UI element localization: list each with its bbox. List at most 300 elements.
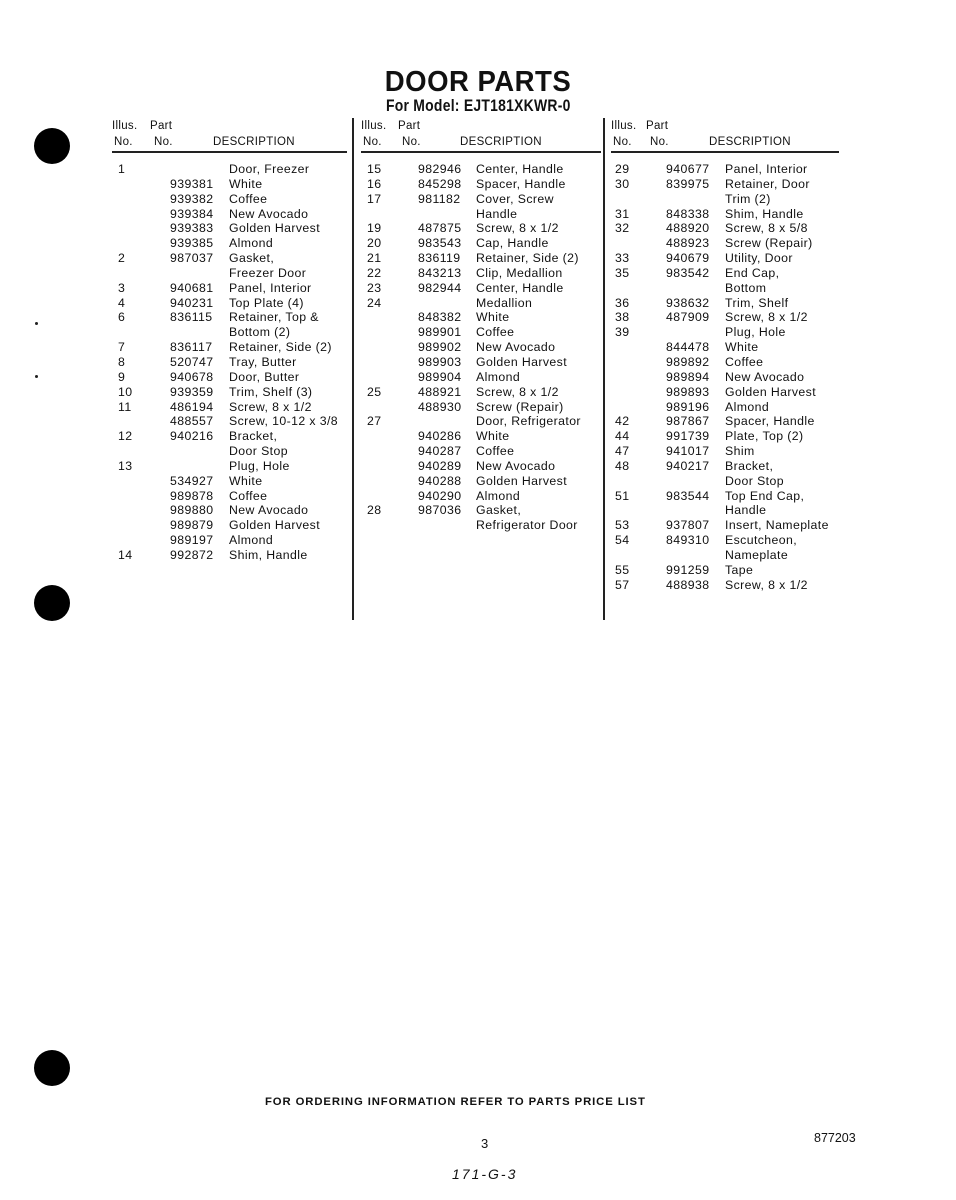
table-row — [112, 281, 347, 296]
part-description: Screw (Repair) — [476, 399, 564, 414]
part-description: Handle — [476, 206, 518, 221]
part-description: Bracket, — [229, 429, 278, 444]
header-description: DESCRIPTION — [460, 136, 542, 148]
part-description: Center, Handle — [476, 280, 564, 295]
part-description: End Cap, — [725, 265, 780, 280]
model-subtitle: For Model: EJT181XKWR-0 — [386, 96, 571, 115]
part-description: Center, Handle — [476, 162, 564, 176]
part-number: 844478 — [666, 340, 710, 355]
header-part: Part — [398, 120, 421, 132]
table-row — [112, 459, 347, 474]
part-description: New Avocado — [229, 206, 309, 221]
part-description: Door, Refrigerator — [476, 414, 581, 429]
table-row — [611, 518, 839, 533]
table-row — [112, 533, 347, 548]
table-row — [361, 251, 601, 266]
table-row — [361, 444, 601, 459]
part-description: Coffee — [725, 354, 764, 369]
part-number: 849310 — [666, 533, 710, 548]
part-number: 940289 — [418, 458, 462, 473]
illus-number: 47 — [615, 444, 630, 459]
part-number: 983543 — [418, 236, 462, 251]
table-row — [611, 236, 839, 251]
table-row — [112, 444, 347, 459]
part-number: 940288 — [418, 473, 462, 488]
table-row — [112, 221, 347, 236]
illus-number: 36 — [615, 295, 630, 310]
part-description: Panel, Interior — [229, 280, 312, 295]
table-row — [611, 444, 839, 459]
part-description: Panel, Interior — [725, 162, 808, 176]
illus-number: 39 — [615, 325, 630, 340]
part-number: 989879 — [170, 518, 214, 533]
header-rule — [112, 151, 347, 153]
document-number: 877203 — [814, 1131, 856, 1145]
part-number: 939384 — [170, 206, 214, 221]
part-description: Screw, 8 x 1/2 — [229, 399, 312, 414]
part-description: Escutcheon, — [725, 533, 798, 548]
table-row — [361, 400, 601, 415]
scan-speck — [35, 375, 38, 378]
part-description: Almond — [476, 488, 521, 503]
table-row — [361, 192, 601, 207]
part-number: 488557 — [170, 414, 214, 429]
part-number: 836119 — [418, 251, 461, 266]
table-row — [611, 459, 839, 474]
part-number: 940678 — [170, 369, 214, 384]
part-number: 940679 — [666, 251, 710, 266]
table-row — [611, 266, 839, 281]
part-number: 848382 — [418, 310, 462, 325]
illus-number: 44 — [615, 429, 630, 444]
part-description: Plug, Hole — [725, 325, 786, 340]
table-row — [361, 503, 601, 518]
part-description: Shim, Handle — [725, 206, 804, 221]
illus-number: 24 — [367, 295, 382, 310]
part-description: Retainer, Top & — [229, 310, 319, 325]
part-number: 989196 — [666, 399, 710, 414]
part-number: 940681 — [170, 280, 214, 295]
header-part-no: No. — [402, 136, 421, 148]
illus-number: 53 — [615, 518, 630, 533]
part-description: Medallion — [476, 295, 533, 310]
part-number: 982944 — [418, 280, 462, 295]
part-description: Handle — [725, 503, 767, 518]
illus-number: 35 — [615, 265, 630, 280]
illus-number: 1 — [118, 162, 126, 176]
illus-number: 33 — [615, 251, 630, 266]
part-number: 534927 — [170, 473, 214, 488]
part-description: Bracket, — [725, 458, 774, 473]
table-row — [361, 162, 601, 177]
illus-number: 22 — [367, 265, 382, 280]
table-row — [112, 207, 347, 222]
parts-rows — [611, 162, 839, 592]
part-number: 989880 — [170, 503, 214, 518]
part-description: Golden Harvest — [229, 518, 321, 533]
part-description: Top Plate (4) — [229, 295, 304, 310]
table-row — [361, 310, 601, 325]
part-description: Shim — [725, 444, 755, 459]
table-row — [361, 489, 601, 504]
column-divider — [603, 118, 605, 620]
illus-number: 54 — [615, 533, 630, 548]
part-number: 992872 — [170, 547, 214, 562]
ordering-note: FOR ORDERING INFORMATION REFER TO PARTS PRICE LIST — [265, 1096, 646, 1108]
table-row — [361, 281, 601, 296]
parts-rows — [112, 162, 347, 563]
table-row — [611, 192, 839, 207]
illus-number: 15 — [367, 162, 382, 176]
column-divider — [352, 118, 354, 620]
table-row — [112, 266, 347, 281]
part-number: 836115 — [170, 310, 213, 325]
part-description: Door Stop — [725, 473, 784, 488]
parts-column-2 — [361, 118, 601, 533]
part-number: 989893 — [666, 384, 710, 399]
table-row — [361, 429, 601, 444]
table-row — [361, 296, 601, 311]
part-description: Retainer, Side (2) — [476, 251, 579, 266]
part-number: 941017 — [666, 444, 710, 459]
table-row — [112, 296, 347, 311]
header-illus-no: No. — [363, 136, 382, 148]
part-number: 488938 — [666, 577, 710, 592]
part-number: 989894 — [666, 369, 710, 384]
header-rule — [611, 151, 839, 153]
part-number: 939381 — [170, 176, 214, 191]
table-row — [611, 310, 839, 325]
illus-number: 6 — [118, 310, 126, 325]
part-number: 989903 — [418, 354, 462, 369]
part-number: 989197 — [170, 533, 214, 548]
table-row — [361, 355, 601, 370]
table-row — [611, 355, 839, 370]
part-number: 488920 — [666, 221, 710, 236]
illus-number: 17 — [367, 191, 382, 206]
part-description: Freezer Door — [229, 265, 307, 280]
table-row — [361, 474, 601, 489]
part-description: Golden Harvest — [725, 384, 817, 399]
part-description: Screw, 8 x 1/2 — [476, 221, 559, 236]
table-row — [112, 385, 347, 400]
part-description: Cover, Screw — [476, 191, 554, 206]
column-header — [611, 118, 839, 154]
part-number: 987867 — [666, 414, 710, 429]
part-number: 843213 — [418, 265, 462, 280]
table-row — [611, 296, 839, 311]
part-number: 939383 — [170, 221, 214, 236]
header-part-no: No. — [154, 136, 173, 148]
part-number: 487909 — [666, 310, 710, 325]
illus-number: 51 — [615, 488, 630, 503]
header-part-no: No. — [650, 136, 669, 148]
table-row — [611, 162, 839, 177]
illus-number: 9 — [118, 369, 126, 384]
part-description: Plate, Top (2) — [725, 429, 804, 444]
illus-number: 10 — [118, 384, 133, 399]
part-description: Golden Harvest — [476, 473, 568, 488]
part-number: 486194 — [170, 399, 214, 414]
table-row — [361, 207, 601, 222]
part-description: Almond — [229, 236, 274, 251]
part-description: Retainer, Side (2) — [229, 340, 332, 355]
header-illus: Illus. — [611, 120, 637, 132]
part-number: 488921 — [418, 384, 462, 399]
table-row — [112, 162, 347, 177]
illus-number: 23 — [367, 280, 382, 295]
part-number: 989901 — [418, 325, 462, 340]
part-description: Coffee — [476, 444, 515, 459]
part-description: Screw, 8 x 1/2 — [725, 310, 808, 325]
table-row — [112, 400, 347, 415]
table-row — [611, 251, 839, 266]
part-description: Bottom (2) — [229, 325, 291, 340]
part-number: 940217 — [666, 458, 710, 473]
part-description: Screw, 8 x 1/2 — [725, 577, 808, 592]
part-number: 987037 — [170, 251, 214, 266]
part-description: Trim, Shelf (3) — [229, 384, 313, 399]
illus-number: 31 — [615, 206, 630, 221]
illus-number: 4 — [118, 295, 126, 310]
illus-number: 27 — [367, 414, 382, 429]
part-number: 839975 — [666, 176, 710, 191]
part-description: Top End Cap, — [725, 488, 805, 503]
illus-number: 29 — [615, 162, 630, 176]
part-number: 940231 — [170, 295, 214, 310]
part-number: 982946 — [418, 162, 462, 176]
column-header — [112, 118, 347, 154]
table-row — [611, 578, 839, 593]
part-description: Screw (Repair) — [725, 236, 813, 251]
table-row — [361, 266, 601, 281]
table-row — [611, 503, 839, 518]
table-row — [611, 385, 839, 400]
part-number: 487875 — [418, 221, 462, 236]
column-header — [361, 118, 601, 154]
illus-number: 11 — [118, 399, 132, 414]
table-row — [112, 474, 347, 489]
table-row — [112, 489, 347, 504]
part-number: 845298 — [418, 176, 462, 191]
part-description: White — [229, 473, 263, 488]
part-number: 940286 — [418, 429, 462, 444]
part-number: 989878 — [170, 488, 214, 503]
part-number: 983542 — [666, 265, 710, 280]
part-description: Retainer, Door — [725, 176, 810, 191]
part-number: 991739 — [666, 429, 710, 444]
binder-hole — [34, 585, 70, 621]
table-row — [611, 548, 839, 563]
part-description: Spacer, Handle — [476, 176, 566, 191]
part-number: 937807 — [666, 518, 710, 533]
header-description: DESCRIPTION — [213, 136, 295, 148]
table-row — [112, 370, 347, 385]
part-description: Bottom — [725, 280, 767, 295]
table-row — [611, 370, 839, 385]
part-description: Trim (2) — [725, 191, 771, 206]
table-row — [112, 310, 347, 325]
page-title: DOOR PARTS — [384, 66, 572, 98]
illus-number: 3 — [118, 280, 126, 295]
page-number: 3 — [481, 1136, 489, 1151]
part-description: Door, Freezer — [229, 162, 310, 176]
table-row — [112, 548, 347, 563]
part-number: 520747 — [170, 354, 214, 369]
scan-speck — [35, 322, 38, 325]
part-description: New Avocado — [229, 503, 309, 518]
part-number: 989904 — [418, 369, 462, 384]
illus-number: 25 — [367, 384, 382, 399]
table-row — [361, 385, 601, 400]
part-description: Screw, 8 x 1/2 — [476, 384, 559, 399]
part-number: 940287 — [418, 444, 462, 459]
header-part: Part — [150, 120, 173, 132]
part-number: 983544 — [666, 488, 710, 503]
table-row — [361, 325, 601, 340]
illus-number: 48 — [615, 458, 630, 473]
table-row — [112, 518, 347, 533]
part-description: Door Stop — [229, 444, 288, 459]
table-row — [112, 355, 347, 370]
table-row — [361, 459, 601, 474]
illus-number: 38 — [615, 310, 630, 325]
part-description: Coffee — [229, 488, 268, 503]
illus-number: 7 — [118, 340, 126, 355]
illus-number: 57 — [615, 577, 630, 592]
part-description: Screw, 8 x 5/8 — [725, 221, 808, 236]
illus-number: 13 — [118, 458, 133, 473]
illus-number: 21 — [367, 251, 382, 266]
table-row — [112, 177, 347, 192]
part-number: 848338 — [666, 206, 710, 221]
table-row — [611, 414, 839, 429]
part-description: Nameplate — [725, 547, 789, 562]
part-description: New Avocado — [725, 369, 805, 384]
illus-number: 8 — [118, 354, 126, 369]
table-row — [611, 563, 839, 578]
table-row — [611, 340, 839, 355]
part-number: 488930 — [418, 399, 462, 414]
header-illus: Illus. — [112, 120, 138, 132]
part-description: Coffee — [229, 191, 268, 206]
part-number: 981182 — [418, 191, 461, 206]
part-description: Utility, Door — [725, 251, 793, 266]
part-description: Insert, Nameplate — [725, 518, 829, 533]
illus-number: 20 — [367, 236, 382, 251]
binder-hole — [34, 1050, 70, 1086]
table-row — [361, 370, 601, 385]
table-row — [611, 533, 839, 548]
part-number: 938632 — [666, 295, 710, 310]
parts-rows — [361, 162, 601, 533]
table-row — [361, 236, 601, 251]
illus-number: 55 — [615, 562, 630, 577]
part-number: 939359 — [170, 384, 214, 399]
illus-number: 28 — [367, 503, 382, 518]
illus-number: 16 — [367, 176, 382, 191]
table-row — [112, 503, 347, 518]
part-description: White — [229, 176, 263, 191]
illus-number: 2 — [118, 251, 126, 266]
part-number: 991259 — [666, 562, 710, 577]
part-number: 940677 — [666, 162, 710, 176]
part-description: Tray, Butter — [229, 354, 297, 369]
header-illus-no: No. — [613, 136, 632, 148]
table-row — [611, 489, 839, 504]
part-description: Clip, Medallion — [476, 265, 563, 280]
part-number: 987036 — [418, 503, 462, 518]
table-row — [112, 429, 347, 444]
table-row — [611, 281, 839, 296]
illus-number: 12 — [118, 429, 133, 444]
part-number: 989892 — [666, 354, 710, 369]
header-part: Part — [646, 120, 669, 132]
part-number: 939382 — [170, 191, 214, 206]
table-row — [611, 207, 839, 222]
parts-column-3 — [611, 118, 839, 592]
header-rule — [361, 151, 601, 153]
table-row — [361, 518, 601, 533]
table-row — [611, 474, 839, 489]
table-row — [361, 177, 601, 192]
part-description: New Avocado — [476, 458, 556, 473]
table-row — [112, 192, 347, 207]
table-row — [611, 325, 839, 340]
part-description: Tape — [725, 562, 754, 577]
handwritten-note: 171-G-3 — [452, 1166, 518, 1182]
part-number: 940216 — [170, 429, 214, 444]
part-description: Golden Harvest — [476, 354, 568, 369]
part-number: 836117 — [170, 340, 213, 355]
part-description: White — [476, 310, 510, 325]
illus-number: 42 — [615, 414, 630, 429]
illus-number: 14 — [118, 547, 133, 562]
illus-number: 19 — [367, 221, 382, 236]
table-row — [112, 325, 347, 340]
header-description: DESCRIPTION — [709, 136, 791, 148]
illus-number: 32 — [615, 221, 630, 236]
illus-number: 30 — [615, 176, 630, 191]
table-row — [112, 340, 347, 355]
table-row — [611, 400, 839, 415]
part-description: Refrigerator Door — [476, 518, 578, 533]
table-row — [611, 177, 839, 192]
part-description: Gasket, — [476, 503, 522, 518]
part-description: Almond — [725, 399, 770, 414]
part-description: Plug, Hole — [229, 458, 290, 473]
part-description: Door, Butter — [229, 369, 300, 384]
part-description: Golden Harvest — [229, 221, 321, 236]
table-row — [611, 429, 839, 444]
part-description: Almond — [476, 369, 521, 384]
part-description: Screw, 10-12 x 3/8 — [229, 414, 339, 429]
part-description: Spacer, Handle — [725, 414, 815, 429]
parts-column-1 — [112, 118, 347, 563]
table-row — [112, 236, 347, 251]
table-row — [112, 251, 347, 266]
part-number: 939385 — [170, 236, 214, 251]
part-description: New Avocado — [476, 340, 556, 355]
part-description: Coffee — [476, 325, 515, 340]
table-row — [361, 221, 601, 236]
part-number: 940290 — [418, 488, 462, 503]
table-row — [361, 414, 601, 429]
table-row — [611, 221, 839, 236]
part-description: Cap, Handle — [476, 236, 549, 251]
table-row — [112, 414, 347, 429]
header-illus: Illus. — [361, 120, 387, 132]
